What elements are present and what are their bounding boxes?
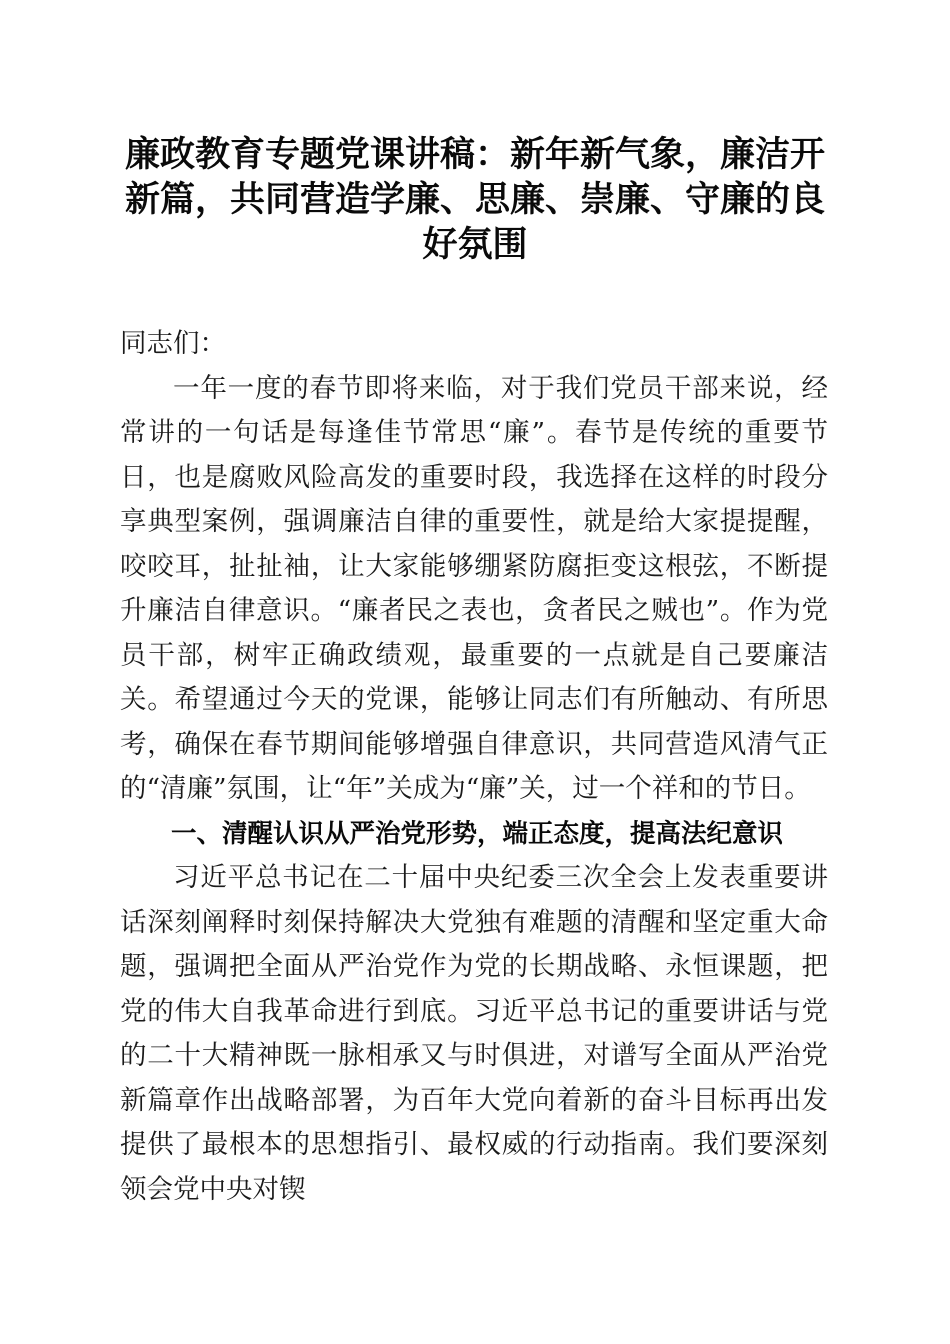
title-line: 新篇，共同营造学廉、思廉、崇廉、守廉的良: [124, 179, 825, 220]
section-heading: 一、清醒认识从严治党形势，端正态度，提高法纪意识: [171, 818, 784, 849]
title-line: 廉政教育专题党课讲稿：新年新气象，廉洁开: [124, 134, 825, 175]
document-title: [115, 132, 835, 267]
title-line: 好氛围: [422, 224, 528, 265]
document-body: [120, 322, 828, 1212]
paragraph-section-one: 习近平总书记在二十届中央纪委三次全会上发表重要讲话深刻阐释时刻保持解决大党独有难题的清醒和坚定重大命题，强调把全面从严治党作为党的长期战略、永恒课题，把党的伟大自我革命进行到底。习近平总书记的重要讲话与党的二十大精神既一脉相承又与时俱进，对谱写全面从严治党新篇章作出战略部署，为百年大党向着新的奋斗目标再出发提供了最根本的思想指引、最权威的行动指南。我们要深刻领会党中央对锲: [120, 862, 828, 1205]
salutation: 同志们：: [120, 328, 226, 359]
paragraph-intro: 一年一度的春节即将来临，对于我们党员干部来说，经常讲的一句话是每逢佳节常思“廉”。春节是传统的重要节日，也是腐败风险高发的重要时段，我选择在这样的时段分享典型案例，强调廉洁自律的重要性，就是给大家提提醒，咬咬耳，扯扯袖，让大家能够绷紧防腐拒变这根弦，不断提升廉洁自律意识。“廉者民之表也，贪者民之贼也”。作为党员干部，树牢正确政绩观，最重要的一点就是自己要廉洁关。希望通过今天的党课，能够让同志们有所触动、有所思考，确保在春节期间能够增强自律意识，共同营造风清气正的“清廉”氛围，让“年”关成为“廉”关，过一个祥和的节日。: [120, 372, 828, 804]
